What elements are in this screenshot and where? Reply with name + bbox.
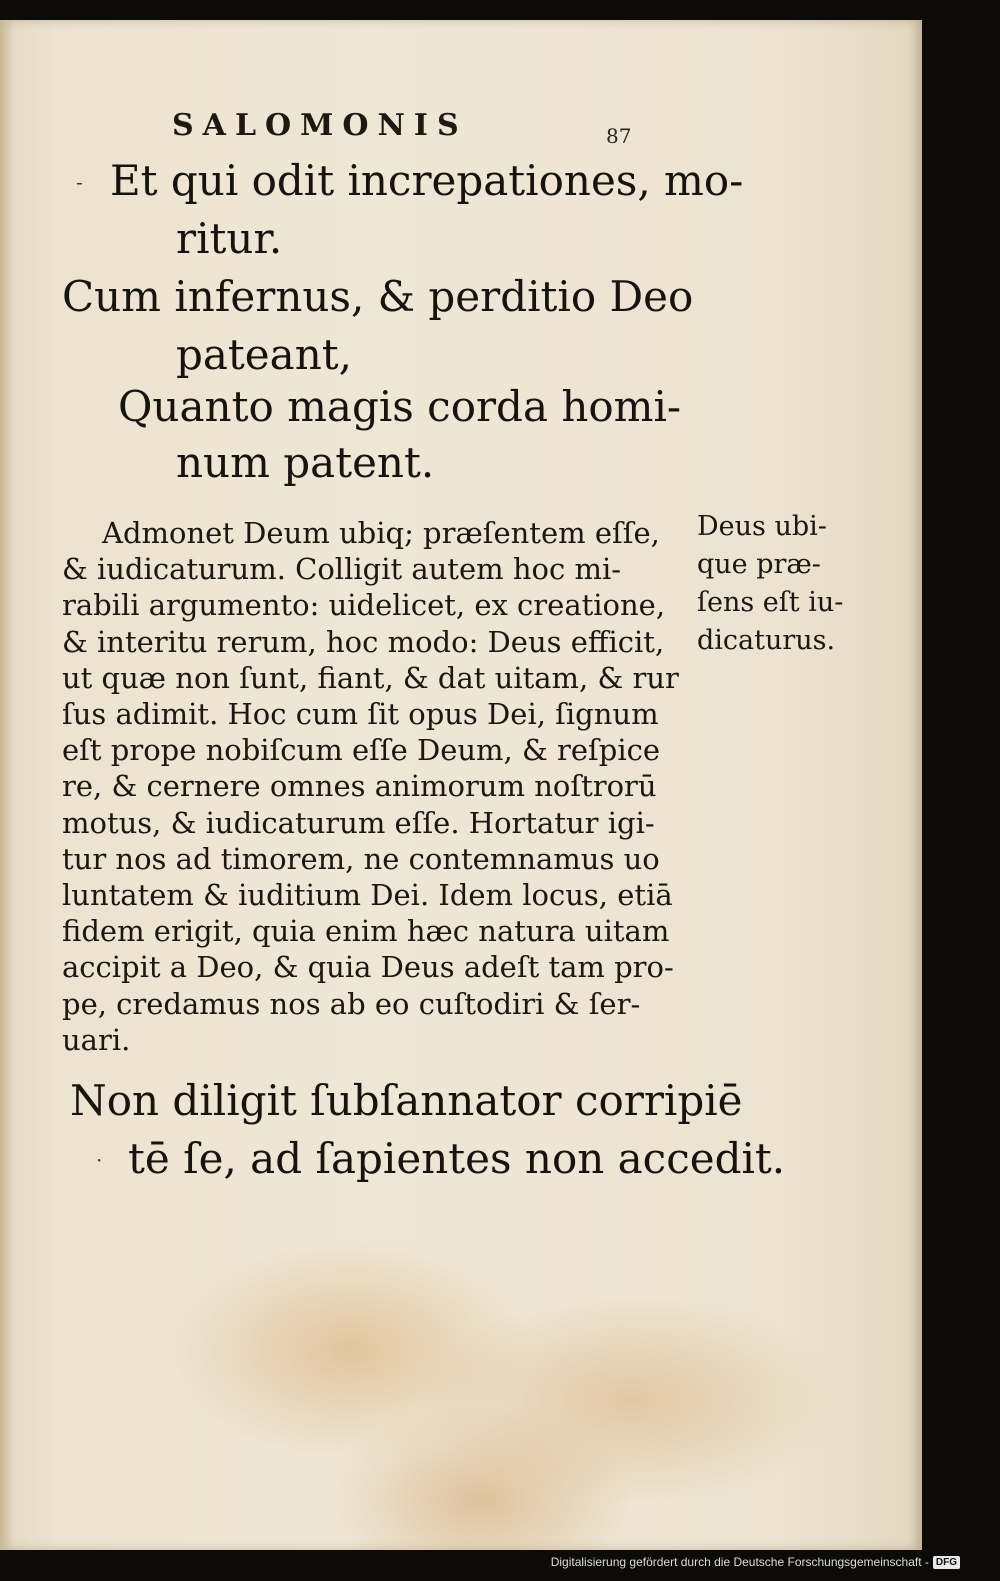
commentary-line: & iudicaturum. Colligit autem hoc mi- [62, 552, 622, 587]
margin-note-line: Deus ubi- [697, 511, 827, 542]
commentary-line: Admonet Deum ubiq; præſentem eſſe, [102, 516, 660, 550]
digitization-credit [551, 1555, 960, 1569]
commentary-line: fidem erigit, quia enim hæc natura uitam [62, 914, 670, 949]
running-head: SALOMONIS [172, 108, 468, 143]
commentary-paragraph [62, 515, 682, 1058]
verse-marker: - [76, 170, 83, 194]
margin-note-line: ſens eſt iu- [697, 587, 844, 618]
water-stain [150, 1200, 890, 1550]
verse-line: ritur. [176, 214, 283, 263]
dfg-logo: DFG [933, 1556, 960, 1569]
margin-note-line: que præ- [697, 549, 821, 580]
commentary-line: rabili argumento: uidelicet, ex creatione, [62, 588, 666, 623]
commentary-line: re, & cernere omnes animorum noſtrorū [62, 769, 657, 804]
commentary-line: accipit a Deo, & quia Deus adeſt tam pro- [62, 950, 674, 985]
commentary-line: tur nos ad timorem, ne contemnamus uo [62, 841, 660, 876]
verse-line: tē ſe, ad ſapientes non accedit. [128, 1134, 786, 1183]
commentary-line: luntatem & iuditium Dei. Idem locus, etiā [62, 878, 673, 913]
margin-note [697, 508, 843, 660]
verse-line: Non diligit ſubſannator corripiē [70, 1076, 743, 1125]
verse-line: num patent. [176, 438, 435, 487]
commentary-line: ſus adimit. Hoc cum ſit opus Dei, ſignum [62, 697, 659, 732]
commentary-line: motus, & iudicaturum eſſe. Hortatur igi- [62, 805, 655, 840]
commentary-line: & interitu rerum, hoc modo: Deus efficit, [62, 624, 665, 659]
commentary-line: uari. [62, 1022, 131, 1057]
footer-text: Digitalisierung gefördert durch die Deutsche Forschungsgemeinschaft - [550, 1555, 929, 1569]
commentary-line: pe, credamus nos ab eo cuſtodiri & ſer- [62, 986, 641, 1021]
book-page [0, 20, 922, 1550]
commentary-line: eſt prope nobiſcum eſſe Deum, & reſpice [62, 733, 661, 768]
verse-line: Cum infernus, & perditio Deo [62, 272, 694, 321]
commentary-line: ut quæ non ſunt, fiant, & dat uitam, & rur [62, 660, 679, 695]
verse-line: pateant, [176, 330, 352, 379]
folio-number: 87 [606, 124, 632, 148]
margin-note-line: dicaturus. [697, 625, 836, 656]
page-edge-shadow [0, 20, 14, 1550]
verse-line: Et qui odit increpationes, mo- [110, 156, 744, 205]
verse-line: Quanto magis corda homi- [118, 382, 682, 431]
verse-marker: · [96, 1148, 103, 1172]
